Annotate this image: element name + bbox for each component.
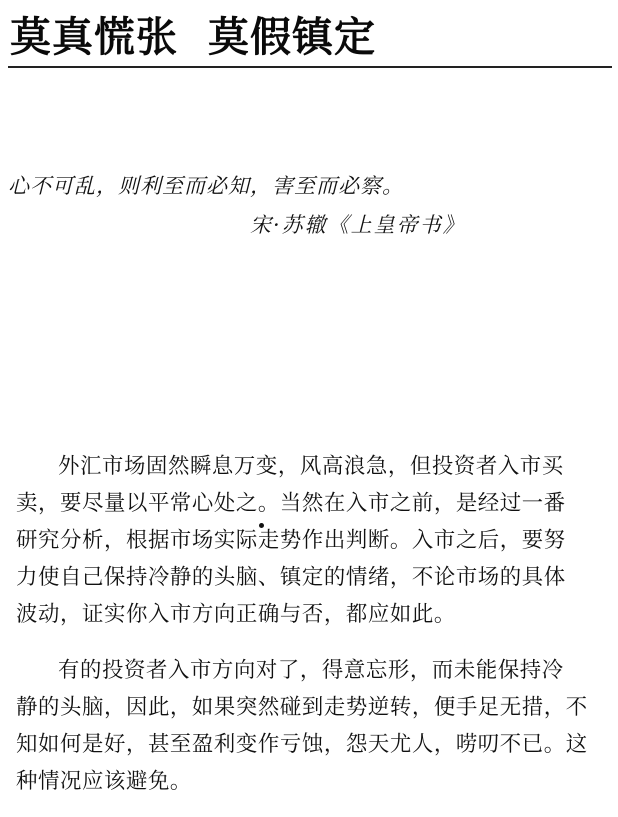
paragraph-line: 外汇市场固然瞬息万变，风高浪急，但投资者入市买 [58,454,564,479]
paragraph-line: 研究分析，根据市场实际走势作出判断。入市之后，要努 [16,528,566,553]
paragraph-line: 卖，要尽量以平常心处之。当然在入市之前，是经过一番 [16,491,566,516]
paragraph-line: 种情况应该避免。 [16,769,192,794]
section-title-part-1: 莫真慌张 [10,13,178,61]
epigraph-attribution: 宋·苏辙《上皇帝书》 [250,213,466,237]
section-title-part-2: 莫假镇定 [208,13,376,61]
section-title [10,12,376,62]
paragraph-line: 波动，证实你入市方向正确与否，都应如此。 [16,602,456,627]
paragraph-line: 知如何是好，甚至盈利变作亏蚀，怨天尤人，唠叨不已。这 [16,732,588,757]
paragraph-line: 有的投资者入市方向对了，得意忘形，而未能保持冷 [58,658,564,683]
epigraph-quote: 心不可乱，则利至而必知，害至而必察。 [8,174,404,198]
paragraph-line: 静的头脑，因此，如果突然碰到走势逆转，便手足无措，不 [16,695,588,720]
paragraph-line: 力使自己保持冷静的头脑、镇定的情绪，不论市场的具体 [16,565,566,590]
body-paragraph-1 [16,448,608,633]
emphasis-dot [259,523,264,528]
body-paragraph-2 [16,652,608,800]
title-underline [8,66,612,68]
